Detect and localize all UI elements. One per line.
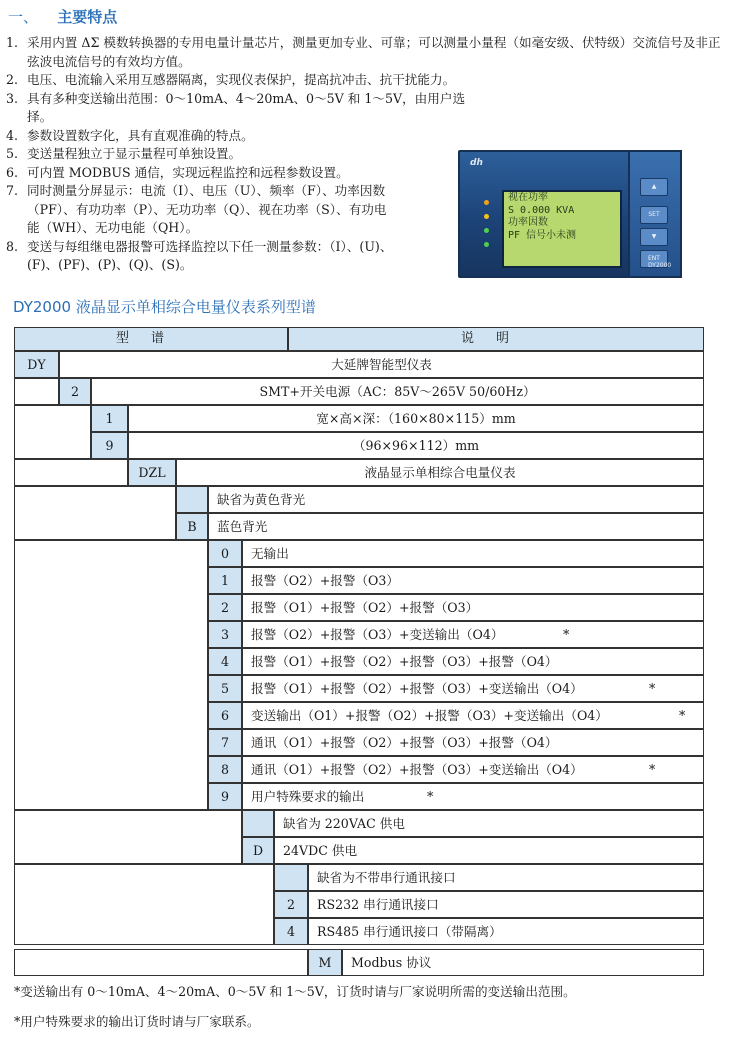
description-text: 通讯（O1）+报警（O2）+报警（O3）+变送输出（O4） xyxy=(251,762,583,777)
description-cell: 报警（O2）+报警（O3） xyxy=(242,567,704,594)
led-indicator xyxy=(484,200,489,205)
code-cell xyxy=(274,864,308,891)
code-cell: 1 xyxy=(208,567,242,594)
code-cell: 5 xyxy=(208,675,242,702)
description-cell xyxy=(242,756,704,783)
code-cell: 0 xyxy=(208,540,242,567)
code-cell: 2 xyxy=(59,378,91,405)
description-cell: 大延牌智能型仪表 xyxy=(59,351,704,378)
description-cell: 蓝色背光 xyxy=(208,513,704,540)
code-cell: 7 xyxy=(208,729,242,756)
footnote-transmit-range: *变送输出有 0～10mA、4～20mA、0～5V 和 1～5V，订货时请与厂家说明所需的变送输出范围。 xyxy=(14,984,576,999)
table-row xyxy=(14,459,704,486)
lcd-line: PF 信号小未测 xyxy=(508,229,577,241)
footnote-star: * xyxy=(563,627,570,642)
description-cell xyxy=(242,675,704,702)
description-cell: 缺省为黄色背光 xyxy=(208,486,704,513)
features-heading xyxy=(8,6,117,27)
code-cell: 9 xyxy=(91,432,128,459)
code-cell: 4 xyxy=(208,648,242,675)
description-cell: 24VDC 供电 xyxy=(274,837,704,864)
description-cell xyxy=(242,783,704,810)
lcd-line: 功率因数 xyxy=(508,217,548,228)
code-cell: 2 xyxy=(208,594,242,621)
feature-text: 采用内置 ΔΣ 模数转换器的专用电量计量芯片，测量更加专业、可靠；可以测量小量程（如毫安级、伏特级）交流信号及非正弦波电流信号的有效均方值。 xyxy=(27,35,721,69)
feature-number: 3. xyxy=(6,90,19,106)
code-cell: D xyxy=(242,837,274,864)
table-row xyxy=(14,513,704,540)
lcd-line: S 0.000 KVA xyxy=(508,204,575,216)
feature-number: 4. xyxy=(6,127,19,143)
description-cell: 缺省为不带串行通讯接口 xyxy=(308,864,704,891)
table-row xyxy=(14,783,704,810)
feature-text: 参数设置数字化，具有直观准确的特点。 xyxy=(27,127,254,143)
description-cell: 通讯（O1）+报警（O2）+报警（O3）+报警（O4） xyxy=(242,729,704,756)
device-up-button: ▲ xyxy=(640,178,668,196)
table-row xyxy=(14,567,704,594)
features-heading-title: 主要特点 xyxy=(57,8,118,26)
feature-number: 2. xyxy=(6,72,19,87)
table-row xyxy=(14,837,704,864)
header-model: 型谱 xyxy=(14,327,288,351)
footnote-special-output: *用户特殊要求的输出订货时请与厂家联系。 xyxy=(14,1014,260,1029)
led-indicator xyxy=(484,242,489,247)
device-down-button: ▼ xyxy=(640,228,668,246)
description-cell: 无输出 xyxy=(242,540,704,567)
code-cell: 8 xyxy=(208,756,242,783)
code-cell: 9 xyxy=(208,783,242,810)
features-heading-number: 一、 xyxy=(8,8,39,26)
table-row xyxy=(14,810,704,837)
code-cell: 1 xyxy=(91,405,128,432)
code-cell: B xyxy=(176,513,208,540)
table-row xyxy=(14,621,704,648)
table-row xyxy=(14,918,704,945)
feature-text: 电压、电流输入采用互感器隔离，实现仪表保护，提高抗冲击、抗干扰能力。 xyxy=(27,72,456,87)
footnote-star: * xyxy=(649,681,656,696)
description-cell xyxy=(242,621,704,648)
table-row xyxy=(14,891,704,918)
description-cell: 液晶显示单相综合电量仪表 xyxy=(176,459,704,486)
table-row xyxy=(14,378,704,405)
table-row xyxy=(14,405,704,432)
table-row xyxy=(14,702,704,729)
feature-text: 具有多种变送输出范围：0～10mA、4～20mA、0～5V 和 1～5V，由用户选择。 xyxy=(27,90,466,124)
table-row xyxy=(14,729,704,756)
description-cell: 报警（O1）+报警（O2）+报警（O3）+报警（O4） xyxy=(242,648,704,675)
code-cell xyxy=(176,486,208,513)
feature-number: 7. xyxy=(6,183,19,198)
code-cell: 4 xyxy=(274,918,308,945)
feature-text: 变送量程独立于显示量程可单独设置。 xyxy=(27,146,242,161)
footnote-star: * xyxy=(427,789,434,804)
table-row xyxy=(14,594,704,621)
table-row xyxy=(14,648,704,675)
description-cell: 报警（O1）+报警（O2）+报警（O3） xyxy=(242,594,704,621)
code-cell: 2 xyxy=(274,891,308,918)
description-text: 报警（O2）+报警（O3）+变送输出（O4） xyxy=(251,627,504,642)
table-row xyxy=(14,675,704,702)
feature-item xyxy=(6,127,726,146)
feature-number: 5. xyxy=(6,146,19,161)
series-title: DY2000 液晶显示单相综合电量仪表系列型谱 xyxy=(13,298,316,316)
device-photo xyxy=(458,150,710,278)
description-text: 变送输出（O1）+报警（O2）+报警（O3）+变送输出（O4） xyxy=(251,708,608,723)
feature-text: 同时测量分屏显示：电流（I）、电压（U）、频率（F）、功率因数（PF）、有功功率（P）、无功功率（Q）、视在功率（S）、有功电能（WH）、无功电能（QH）。 xyxy=(27,183,387,235)
lcd-line: 视在功率 xyxy=(508,192,548,203)
code-cell: 6 xyxy=(208,702,242,729)
description-cell: （96×96×112）mm xyxy=(128,432,704,459)
code-cell: 3 xyxy=(208,621,242,648)
code-cell xyxy=(242,810,274,837)
table-row xyxy=(14,351,704,378)
description-cell: RS232 串行通讯接口 xyxy=(308,891,704,918)
footnote-star: * xyxy=(679,708,686,723)
footnote-star: * xyxy=(649,762,656,777)
feature-number: 1. xyxy=(6,35,19,50)
feature-item xyxy=(6,34,726,71)
device-enter-button: ENT xyxy=(640,250,668,268)
code-cell: DY xyxy=(14,351,59,378)
feature-item xyxy=(6,71,726,90)
device-body xyxy=(458,150,632,278)
header-description: 说明 xyxy=(288,327,704,351)
feature-number: 8. xyxy=(6,238,19,254)
code-cell: M xyxy=(308,949,342,976)
feature-number: 6. xyxy=(6,164,19,180)
led-indicator xyxy=(484,214,489,219)
code-cell: DZL xyxy=(128,459,176,486)
description-text: 报警（O1）+报警（O2）+报警（O3）+变送输出（O4） xyxy=(251,681,583,696)
device-logo: dh xyxy=(470,158,483,168)
model-spec-table xyxy=(14,327,704,977)
description-cell: 宽×高×深：（160×80×115）mm xyxy=(128,405,704,432)
device-lcd-screen xyxy=(502,190,622,268)
description-text: 用户特殊要求的输出 xyxy=(251,789,365,804)
device-model-label: DY2000 xyxy=(648,262,672,269)
device-set-button: SET xyxy=(640,206,668,224)
feature-text: 可内置 MODBUS 通信，实现远程监控和远程参数设置。 xyxy=(27,164,349,180)
description-cell: SMT+开关电源（AC：85V～265V 50/60Hz） xyxy=(91,378,704,405)
table-row xyxy=(14,432,704,459)
description-cell: Modbus 协议 xyxy=(342,949,704,976)
feature-item xyxy=(6,90,726,127)
table-row xyxy=(14,486,704,513)
description-cell: RS485 串行通讯接口（带隔离） xyxy=(308,918,704,945)
table-row xyxy=(14,949,704,976)
spacer-cell xyxy=(14,949,308,976)
spacer-cell xyxy=(14,459,128,486)
table-row xyxy=(14,540,704,567)
footnotes xyxy=(14,979,724,1034)
table-row xyxy=(14,864,704,891)
table-row xyxy=(14,756,704,783)
description-cell xyxy=(242,702,704,729)
spacer-cell xyxy=(14,378,59,405)
led-indicator xyxy=(484,228,489,233)
description-cell: 缺省为 220VAC 供电 xyxy=(274,810,704,837)
feature-text: 变送与每组继电器报警可选择监控以下任一测量参数：（I）、(U)、(F)、(PF)、(P)、(Q)、(S)。 xyxy=(27,238,393,272)
